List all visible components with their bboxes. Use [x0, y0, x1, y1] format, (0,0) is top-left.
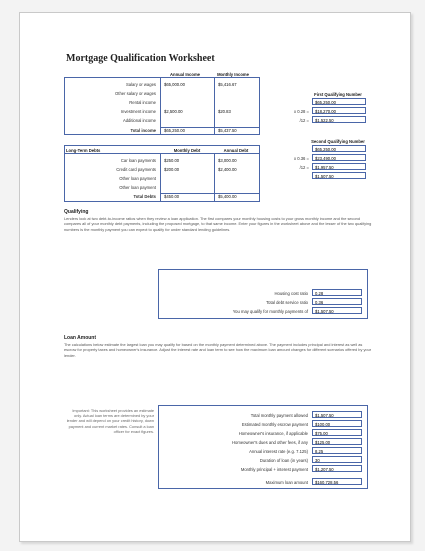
debts-total-label: Total Debts — [133, 194, 156, 199]
income-total-label: Total income — [130, 128, 156, 133]
max-loan-value: $160,728.56 — [312, 478, 362, 485]
income-annual-0[interactable]: $65,000.00 — [164, 82, 185, 87]
debt-label-1: Credit card payments — [116, 167, 156, 172]
second-qualifying-value-1: $23,490.00 — [312, 154, 366, 161]
second-qualifying-value-0: $65,250.00 — [312, 145, 366, 152]
debt-annual-1: $2,400.00 — [218, 167, 237, 172]
loan-row-label-4: Annual interest rate (e.g. 7.125) — [249, 449, 308, 454]
income-header-annual: Annual Income — [169, 72, 200, 77]
income-label-4: Additional income — [122, 118, 156, 123]
loan-amount-text: The calculations below estimate the largest loan you may qualify for based on the monthly payment determined above. The payment includes principal and interest as well as escrow for property taxes and homeowner's insurance. Adjust the interest rate and loan term to see how the maximum loan amount changes for different scenarios offered by your lender. — [64, 342, 372, 358]
debt-monthly-0[interactable]: $250.00 — [164, 158, 180, 163]
income-header-monthly: Monthly Income — [217, 72, 249, 77]
loan-row-label-3: Homeowner's dues and other fees, if any — [232, 440, 308, 445]
debts-header-label: Long-Term Debts — [66, 148, 101, 153]
loan-row-label-6: Monthly principal + interest payment — [240, 467, 308, 472]
debts-header-monthly: Monthly Debt — [173, 148, 201, 153]
loan-row-value-2[interactable]: $75.00 — [312, 429, 362, 436]
loan-row-label-1: Estimated monthly escrow payment — [241, 422, 308, 427]
debt-monthly-1[interactable]: $200.00 — [164, 167, 180, 172]
income-label-2: Rental income — [129, 100, 156, 105]
income-total-annual: $65,250.00 — [164, 128, 185, 133]
loan-row-label-2: Homeowner's insurance, if applicable — [238, 431, 308, 436]
income-annual-3[interactable]: $2,500.00 — [164, 109, 183, 114]
qualify-payment-label: You may qualify for monthly payments of — [232, 309, 308, 314]
debt-label-0: Car loan payments — [120, 158, 156, 163]
worksheet-page — [19, 12, 411, 542]
qualifying-text: Lenders look at two debt-to-income ratios when they review a loan application. The first compares your monthly housing costs to your gross monthly income and the second compares all of your monthly debt payments, including the proposed mortgage, to that same income. Enter your figures in the worksheet above and the lesser of the two qualifying numbers is the monthly payment you can expect to qualify for under standard lending guidelines. — [64, 216, 372, 232]
loan-amount-heading: Loan Amount — [64, 335, 97, 341]
page-title: Mortgage Qualification Worksheet — [66, 53, 215, 64]
first-qualifying-value-0: $65,250.00 — [312, 98, 366, 105]
debt-ratio-value[interactable]: 0.36 — [312, 298, 362, 305]
second-qualifying-value-3: $1,507.50 — [312, 172, 366, 179]
debts-total-annual: $5,400.00 — [218, 194, 237, 199]
loan-row-value-3[interactable]: $125.00 — [312, 438, 362, 445]
loan-row-value-1[interactable]: $100.00 — [312, 420, 362, 427]
debt-annual-0: $3,000.00 — [218, 158, 237, 163]
debts-header-annual: Annual Debt — [223, 148, 249, 153]
second-qualifying-title: Second Qualifying Number — [311, 139, 365, 144]
important-note: Important: This worksheet provides an estimate only. Actual loan terms are determined by your lender and will depend on your credit history, down payment and current market rates. Consult a loan officer for exact figures. — [66, 408, 154, 434]
debt-label-3: Other loan payment — [119, 185, 156, 190]
first-qualifying-title: First Qualifying Number — [314, 92, 362, 97]
income-total-monthly: $5,437.50 — [218, 128, 237, 133]
loan-row-label-0: Total monthly payment allowed — [250, 413, 308, 418]
income-label-0: Salary or wages — [125, 82, 156, 87]
loan-row-value-6: $1,207.50 — [312, 465, 362, 472]
first-qualifying-value-2: $1,522.50 — [312, 116, 366, 123]
first-qualifying-op-2: /12 = — [299, 118, 309, 123]
loan-row-value-0: $1,507.50 — [312, 411, 362, 418]
income-label-3: Investment income — [120, 109, 156, 114]
income-monthly-3: $20.83 — [218, 109, 231, 114]
qualify-payment-value: $1,507.50 — [312, 307, 362, 314]
income-label-1: Other salary or wages — [115, 91, 156, 96]
first-qualifying-op-1: x 0.28 = — [293, 109, 309, 114]
second-qualifying-value-2: $1,957.50 — [312, 163, 366, 170]
debts-total-monthly: $450.00 — [164, 194, 180, 199]
first-qualifying-value-1: $18,270.00 — [312, 107, 366, 114]
debt-label-2: Other loan payment — [119, 176, 156, 181]
loan-row-value-5[interactable]: 30 — [312, 456, 362, 463]
loan-row-value-4[interactable]: 8.25 — [312, 447, 362, 454]
housing-ratio-label: Housing cost ratio — [274, 291, 308, 296]
loan-row-label-5: Duration of loan (in years) — [259, 458, 308, 463]
second-qualifying-op-1: x 0.36 = — [293, 156, 309, 161]
max-loan-label: Maximum loan amount — [265, 480, 308, 485]
second-qualifying-op-2: /12 = — [299, 165, 309, 170]
debt-ratio-label: Total debt service ratio — [266, 300, 308, 305]
housing-ratio-value[interactable]: 0.28 — [312, 289, 362, 296]
income-monthly-0: $5,416.67 — [218, 82, 237, 87]
qualifying-heading: Qualifying — [64, 209, 89, 215]
